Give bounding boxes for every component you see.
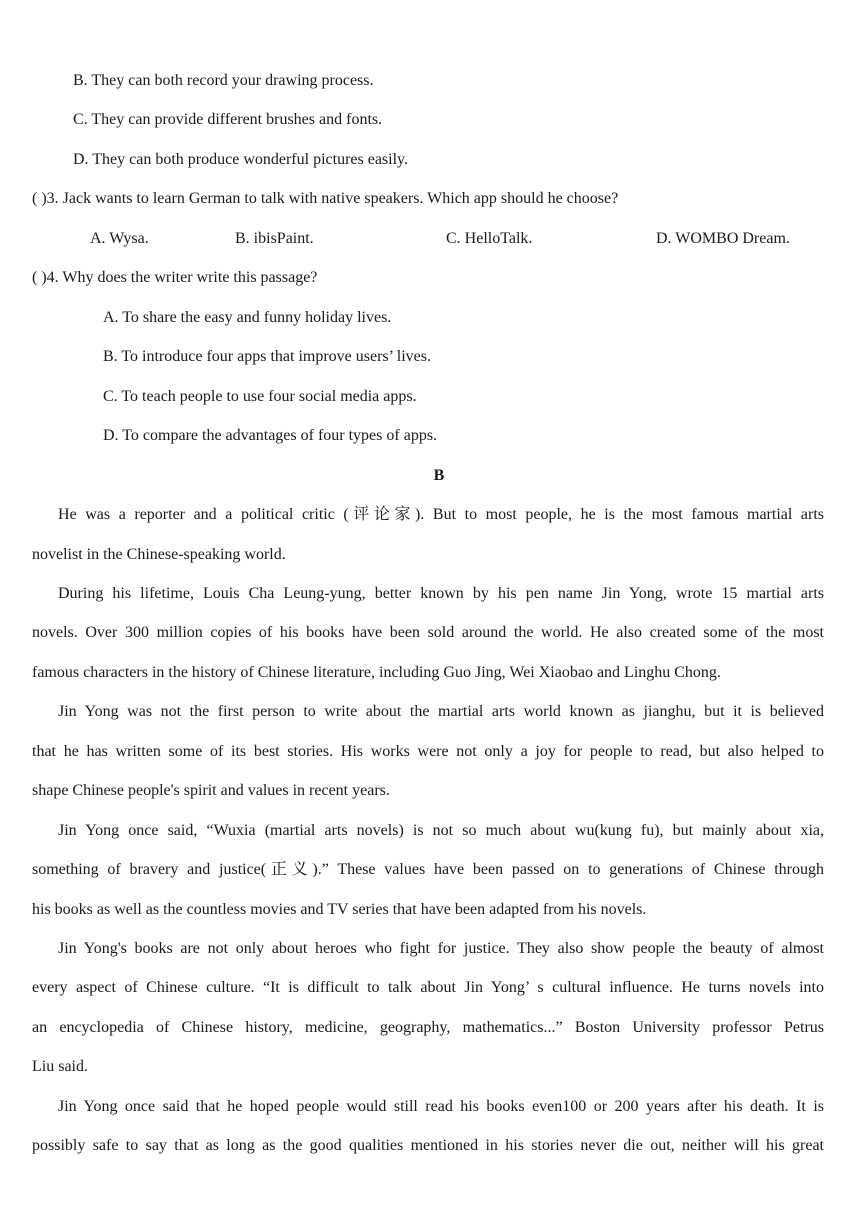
passage-line: Jin Yong once said, “Wuxia (martial arts novels) is not so much about wu(kung fu), but mainly about xia, [58, 822, 824, 839]
q3-option-c: C. HelloTalk. [446, 230, 533, 247]
passage-line: an encyclopedia of Chinese history, medicine, geography, mathematics...” Boston University professor Petrus [32, 1019, 824, 1036]
q4-option-b: B. To introduce four apps that improve users’ lives. [103, 348, 431, 365]
q2-option-b: B. They can both record your drawing process. [73, 72, 374, 89]
passage-line: During his lifetime, Louis Cha Leung-yung, better known by his pen name Jin Yong, wrote 15 martial arts [58, 585, 824, 602]
q2-option-c: C. They can provide different brushes and fonts. [73, 111, 383, 128]
passage-line: that he has written some of its best stories. His works were not only a joy for people to read, but also helped to [32, 743, 824, 760]
question-4-stem: ( )4. Why does the writer write this passage? [32, 269, 318, 286]
question-3-stem: ( )3. Jack wants to learn German to talk with native speakers. Which app should he choose? [32, 190, 619, 207]
passage-line: possibly safe to say that as long as the good qualities mentioned in his stories never die out, neither will his great [32, 1137, 824, 1154]
q3-option-b: B. ibisPaint. [235, 230, 314, 247]
passage-line: He was a reporter and a political critic (评论家). But to most people, he is the most famous martial arts [58, 506, 824, 523]
q3-option-d: D. WOMBO Dream. [656, 230, 790, 247]
passage-line: Jin Yong was not the first person to write about the martial arts world known as jianghu, but it is believed [58, 703, 824, 720]
passage-line: novelist in the Chinese-speaking world. [32, 546, 286, 563]
passage-line: Jin Yong once said that he hoped people would still read his books even100 or 200 years after his death. It is [58, 1098, 824, 1115]
q3-option-a: A. Wysa. [90, 230, 149, 247]
passage-line: Liu said. [32, 1058, 88, 1075]
passage-line: shape Chinese people's spirit and values in recent years. [32, 782, 390, 799]
passage-line: famous characters in the history of Chinese literature, including Guo Jing, Wei Xiaobao and Linghu Chong. [32, 664, 721, 681]
q4-option-d: D. To compare the advantages of four types of apps. [103, 427, 438, 444]
q4-option-c: C. To teach people to use four social media apps. [103, 388, 417, 405]
section-heading: B [433, 467, 445, 484]
q4-option-a: A. To share the easy and funny holiday lives. [103, 309, 392, 326]
passage-line: something of bravery and justice(正义).” These values have been passed on to generations of Chinese through [32, 861, 824, 878]
passage-line: his books as well as the countless movies and TV series that have been adapted from his novels. [32, 901, 647, 918]
q2-option-d: D. They can both produce wonderful pictures easily. [73, 151, 409, 168]
passage-line: every aspect of Chinese culture. “It is difficult to talk about Jin Yong’ s cultural influence. He turns novels into [32, 979, 824, 996]
passage-line: Jin Yong's books are not only about heroes who fight for justice. They also show people the beauty of almost [58, 940, 824, 957]
passage-line: novels. Over 300 million copies of his books have been sold around the world. He also created some of the most [32, 624, 824, 641]
